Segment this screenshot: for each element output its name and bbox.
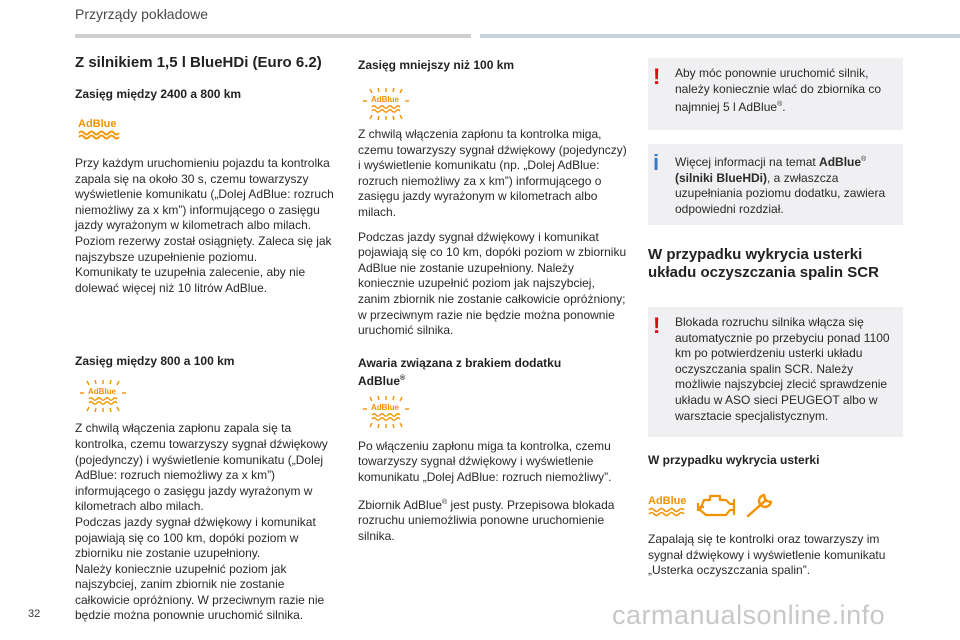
page-title: Z silnikiem 1,5 l BlueHDi (Euro 6.2) [75, 54, 322, 71]
header-divider-right [480, 34, 960, 38]
adblue-failure-heading [358, 356, 628, 389]
warning-box-scr [648, 307, 903, 437]
adblue-icon [75, 114, 125, 140]
watermark: carmanualsonline.info [612, 600, 886, 630]
registered-mark: ® [861, 156, 867, 163]
adblue-icon-label: AdBlue [78, 118, 117, 130]
registered-mark: ® [777, 101, 783, 109]
fault-detected-heading: W przypadku wykrycia usterki [648, 453, 820, 467]
adblue-flashing-icon [358, 87, 414, 121]
adblue-flashing-icon [358, 395, 414, 429]
adblue-icon-label: AdBlue [648, 495, 687, 507]
info-adblue-text [675, 152, 895, 217]
range-2400-800-heading: Zasięg między 2400 a 800 km [75, 87, 242, 101]
column-right [648, 52, 903, 579]
fault-detected-text: Zapalają się te kontrolki oraz towarzyszy im sygnał dźwiękowy i wyświetlenie komunikatu „Usterka oczyszczania spalin”. [648, 532, 886, 578]
info-text-a: Więcej informacji na temat [675, 155, 820, 169]
range-below-100-heading: Zasięg mniejszy niż 100 km [358, 58, 515, 72]
info-text-bold-1: AdBlue [819, 155, 862, 169]
warning-refill-text-a: Aby móc ponownie uruchomić silnik, należy koniecznie wlać do zbiornika co najmniej 5 l AdBlue [675, 66, 882, 115]
adblue-failure-heading-line1: Awaria związana z brakiem dodatku [358, 355, 562, 370]
warning-icon: ! [653, 64, 661, 89]
range-800-100-text: Z chwilą włączenia zapłonu zapala się ta kontrolka, czemu towarzyszy sygnał dźwiękowy (pojedynczy) i wyświetlenie komunikatu („Dolej AdBlue: rozruch niemożliwy za x km”) informującego o zasięgu jazdy wyrażonym w kilometrach albo milach. Podczas jazdy sygnał dźwiękowy i komunikat pojawiają się co 100 km, dopóki poziom w zbiorniku nie zostanie uzupełniony. Należy koniecznie uzupełnić poziom jak najszybciej, zanim zbiornik nie zostanie całkowicie opróżniony. W przeciwnym razie nie będzie można ponownie uruchomić silnika. [75, 421, 328, 623]
adblue-flashing-icon [75, 379, 131, 413]
adblue-tank-text-b: jest pusty. Przepisowa blokada rozruchu uniemożliwia ponowne uruchomienie silnika. [358, 497, 615, 543]
warning-box-refill [648, 58, 903, 130]
column-middle [358, 52, 628, 544]
warning-icon: ! [653, 313, 661, 338]
warning-refill-text [675, 66, 895, 116]
info-text-bold-2: (silniki BlueHDi) [675, 170, 768, 185]
info-text-b: , a zwłaszcza uzupełniania poziomu dodatku, zawiera odpowiedni rozdział. [675, 170, 886, 216]
registered-mark: ® [442, 498, 448, 506]
adblue-failure-text-1: Po włączeniu zapłonu miga ta kontrolka, czemu towarzyszy sygnał dźwiękowy i wyświetlenie komunikatu „Dolej AdBlue: rozruch niemożliwy”. [358, 438, 612, 484]
section-header: Przyrządy pokładowe [75, 6, 209, 22]
wrench-icon [748, 495, 771, 516]
range-below-100-text-2: Podczas jazdy sygnał dźwiękowy i komunikat pojawiają się co 10 km, dopóki poziom w zbiorniku AdBlue nie zostanie uzupełniony. Należy koniecznie uzupełnić poziom jak najszybciej, zanim zbiornik nie zostanie całkowicie opróżniony; w przeciwnym razie nie będzie można ponownie uruchomić silnika. [358, 229, 627, 338]
info-icon: i [653, 150, 660, 175]
adblue-flashing-label: AdBlue [371, 402, 399, 412]
warning-refill-text-b: . [782, 100, 786, 115]
engine-icon [698, 496, 734, 515]
column-left [75, 52, 337, 624]
header-divider-left [75, 34, 471, 38]
warning-scr-text: Blokada rozruchu silnika włącza się automatycznie po przebyciu ponad 1100 km po potwierdzeniu usterki układu oczyszczania spalin SCR. Należy możliwie najszybciej zlecić sprawdzenie układu w ASO sieci PEUGEOT albo w warsztacie specjalistycznym. [675, 315, 890, 423]
info-box-adblue [648, 144, 903, 225]
range-800-100-heading: Zasięg między 800 a 100 km [75, 354, 235, 369]
range-below-100-text-1: Z chwilą włączenia zapłonu ta kontrolka miga, czemu towarzyszy sygnał dźwiękowy (pojedynczy) i wyświetlenie komunikatu (np. „Dolej AdBlue: rozruch niemożliwy za x km”) informującego o zasięgu jazdy wyrażonym w kilometrach albo milach. [358, 127, 627, 219]
registered-mark: ® [400, 374, 406, 382]
adblue-flashing-label: AdBlue [88, 387, 116, 397]
page-number: 32 [28, 608, 41, 620]
range-2400-800-text: Przy każdym uruchomieniu pojazdu ta kontrolka zapala się na około 30 s, czemu towarzyszy wyświetlenie komunikatu („Dolej AdBlue: rozruch niemożliwy za x km”) informującego o zasięgu jazdy wyrażonym w kilometrach albo milach. Poziom rezerwy został osiągnięty. Zaleca się jak najszybsze uzupełnienie poziomu. Komunikaty te uzupełnia zalecenie, aby nie dolewać więcej niż 10 litrów AdBlue. [75, 156, 334, 295]
adblue-tank-text-a: Zbiornik AdBlue [358, 497, 443, 512]
scr-fault-section-title: W przypadku wykrycia usterki układu oczyszczania spalin SCR [648, 246, 879, 281]
scr-fault-warning-lights [648, 490, 788, 524]
adblue-flashing-label: AdBlue [371, 95, 399, 104]
adblue-failure-heading-line2: AdBlue [358, 373, 400, 388]
adblue-failure-text-2 [358, 495, 628, 545]
